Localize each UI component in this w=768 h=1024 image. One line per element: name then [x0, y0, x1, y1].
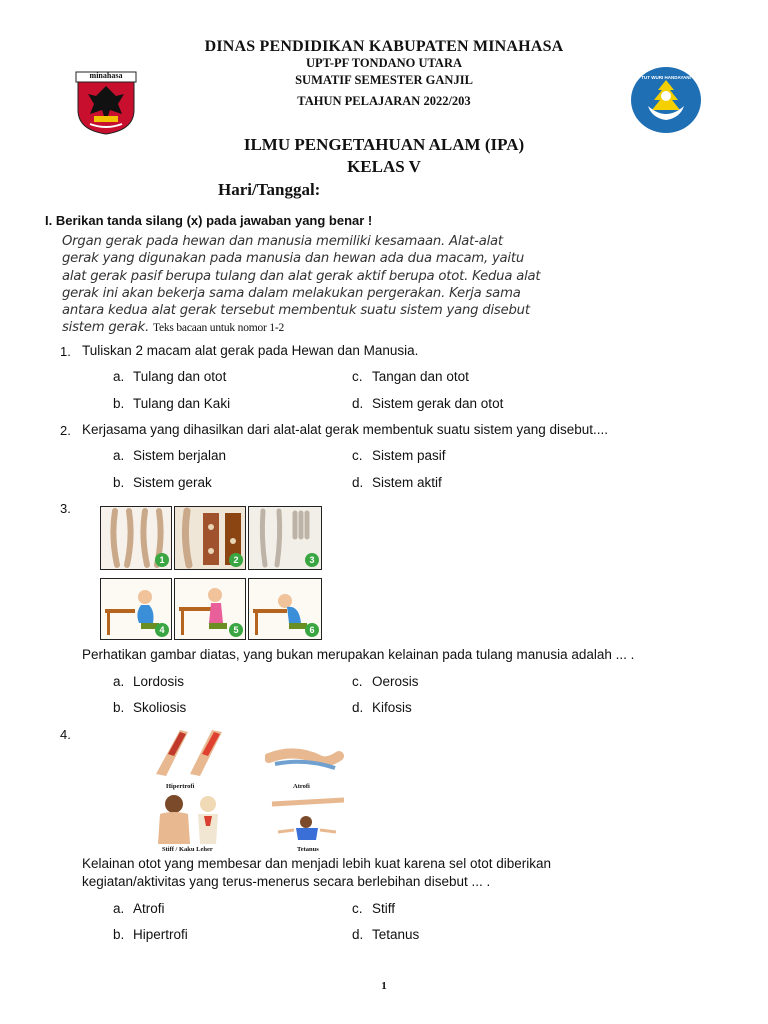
q3-text: Perhatikan gambar diatas, yang bukan merupakan kelainan pada tulang manusia adalah ... . [82, 647, 635, 662]
option-text: Lordosis [133, 674, 185, 689]
option-text: Oerosis [372, 674, 419, 689]
q4-option-d[interactable] [352, 927, 419, 942]
q3-number: 3. [60, 501, 71, 516]
option-letter: b. [113, 396, 125, 411]
header-agency: DINAS PENDIDIKAN KABUPATEN MINAHASA [204, 38, 564, 55]
class-title: KELAS V [347, 157, 421, 176]
option-letter: a. [113, 901, 125, 916]
header-unit: UPT-PF TONDANO UTARA [305, 56, 463, 70]
option-letter: a. [113, 674, 125, 689]
passage-last-line: sistem gerak. [62, 320, 149, 336]
header-year: TAHUN PELAJARAN 2022/203 [297, 94, 471, 108]
option-text: Kifosis [372, 700, 412, 715]
q1-option-d[interactable] [352, 396, 503, 411]
tetanus-image [268, 794, 348, 844]
atrofi-caption: Atrofi [293, 783, 310, 790]
q1-option-b[interactable] [113, 396, 230, 411]
option-letter: d. [352, 396, 364, 411]
image-label: 4 [155, 623, 169, 637]
q4-option-c[interactable] [352, 901, 395, 916]
q2-text: Kerjasama yang dihasilkan dari alat-alat gerak membentuk suatu sistem yang disebut.... [82, 422, 609, 437]
stiff-caption: Stiff / Kaku Leher [162, 846, 213, 853]
page-number: 1 [381, 980, 387, 992]
posture-image-6 [248, 578, 322, 640]
stiff-neck-image [150, 792, 230, 846]
option-text: Tetanus [372, 927, 420, 942]
option-letter: b. [113, 700, 125, 715]
reading-passage [62, 233, 582, 338]
atrofi-image [265, 728, 345, 778]
image-label: 1 [155, 553, 169, 567]
option-text: Tangan dan otot [372, 369, 469, 384]
bone-image-2 [174, 506, 246, 570]
q3-image-grid [100, 506, 322, 640]
option-text: Sistem aktif [372, 475, 442, 490]
option-text: Sistem gerak dan otot [372, 396, 504, 411]
q4-option-a[interactable] [113, 901, 165, 916]
q3-option-a[interactable] [113, 674, 184, 689]
option-text: Sistem berjalan [133, 448, 227, 463]
tetanus-caption: Tetanus [297, 846, 319, 853]
option-letter: c. [352, 448, 363, 463]
q1-text: Tuliskan 2 macam alat gerak pada Hewan dan Manusia. [82, 343, 419, 358]
bone-image-1 [100, 506, 172, 570]
q2-option-c[interactable] [352, 448, 446, 463]
q2-option-b[interactable] [113, 475, 212, 490]
q3-option-b[interactable] [113, 700, 186, 715]
option-text: Tulang dan Kaki [133, 396, 231, 411]
option-text: Atrofi [133, 901, 165, 916]
q2-option-d[interactable] [352, 475, 442, 490]
posture-image-4 [100, 578, 172, 640]
q1-number: 1. [60, 344, 71, 359]
option-letter: b. [113, 475, 125, 490]
passage-line: Organ gerak pada hewan dan manusia memiliki kesamaan. Alat-alat [62, 234, 503, 249]
image-label: 2 [229, 553, 243, 567]
option-letter: c. [352, 369, 363, 384]
section-instruction: I. Berikan tanda silang (x) pada jawaban yang benar ! [45, 213, 373, 228]
option-text: Sistem pasif [372, 448, 446, 463]
option-letter: b. [113, 927, 125, 942]
q4-text-line1: Kelainan otot yang membesar dan menjadi lebih kuat karena sel otot diberikan [82, 856, 552, 871]
q4-option-b[interactable] [113, 927, 188, 942]
q4-text-line2: kegiatan/aktivitas yang terus-menerus secara berlebihan disebut ... . [82, 874, 491, 889]
q1-option-a[interactable] [113, 369, 226, 384]
minahasa-logo-text: minahasa [89, 71, 123, 80]
option-text: Hipertrofi [133, 927, 188, 942]
q1-option-c[interactable] [352, 369, 469, 384]
option-letter: d. [352, 475, 364, 490]
hipertrofi-image [150, 724, 230, 780]
option-text: Skoliosis [133, 700, 187, 715]
image-label: 6 [305, 623, 319, 637]
passage-line [62, 319, 582, 337]
option-text: Sistem gerak [133, 475, 212, 490]
q4-image-grid [140, 724, 370, 856]
tut-wuri-handayani-text: TUT WURI HANDAYANI [641, 75, 691, 80]
passage-line: antara kedua alat gerak tersebut membentuk suatu sistem yang disebut [62, 303, 530, 319]
passage-line: gerak yang digunakan pada manusia dan hewan ada dua macam, yaitu [62, 251, 525, 267]
passage-note: Teks bacaan untuk nomor 1-2 [152, 322, 285, 335]
passage-line: alat gerak pasif berupa tulang dan alat gerak aktif berupa otot. Kedua alat [62, 268, 541, 284]
q2-option-a[interactable] [113, 448, 226, 463]
option-text: Stiff [372, 901, 396, 916]
image-label: 5 [229, 623, 243, 637]
q4-number: 4. [60, 727, 71, 742]
passage-line: gerak ini akan bekerja sama dalam melakukan pergerakan. Kerja sama [62, 285, 521, 301]
bone-image-3 [248, 506, 322, 570]
q3-option-d[interactable] [352, 700, 412, 715]
header-exam: SUMATIF SEMESTER GANJIL [295, 73, 473, 87]
option-letter: a. [113, 448, 125, 463]
posture-image-5 [174, 578, 246, 640]
option-text: Tulang dan otot [133, 369, 227, 384]
option-letter: d. [352, 700, 364, 715]
q2-number: 2. [60, 423, 71, 438]
subject-title: ILMU PENGETAHUAN ALAM (IPA) [243, 135, 525, 154]
date-label: Hari/Tanggal: [218, 180, 321, 199]
q3-option-c[interactable] [352, 674, 419, 689]
option-letter: d. [352, 927, 364, 942]
image-label: 3 [305, 553, 319, 567]
hipertrofi-caption: Hipertrofi [166, 783, 195, 790]
option-letter: a. [113, 369, 125, 384]
option-letter: c. [352, 674, 363, 689]
option-letter: c. [352, 901, 363, 916]
